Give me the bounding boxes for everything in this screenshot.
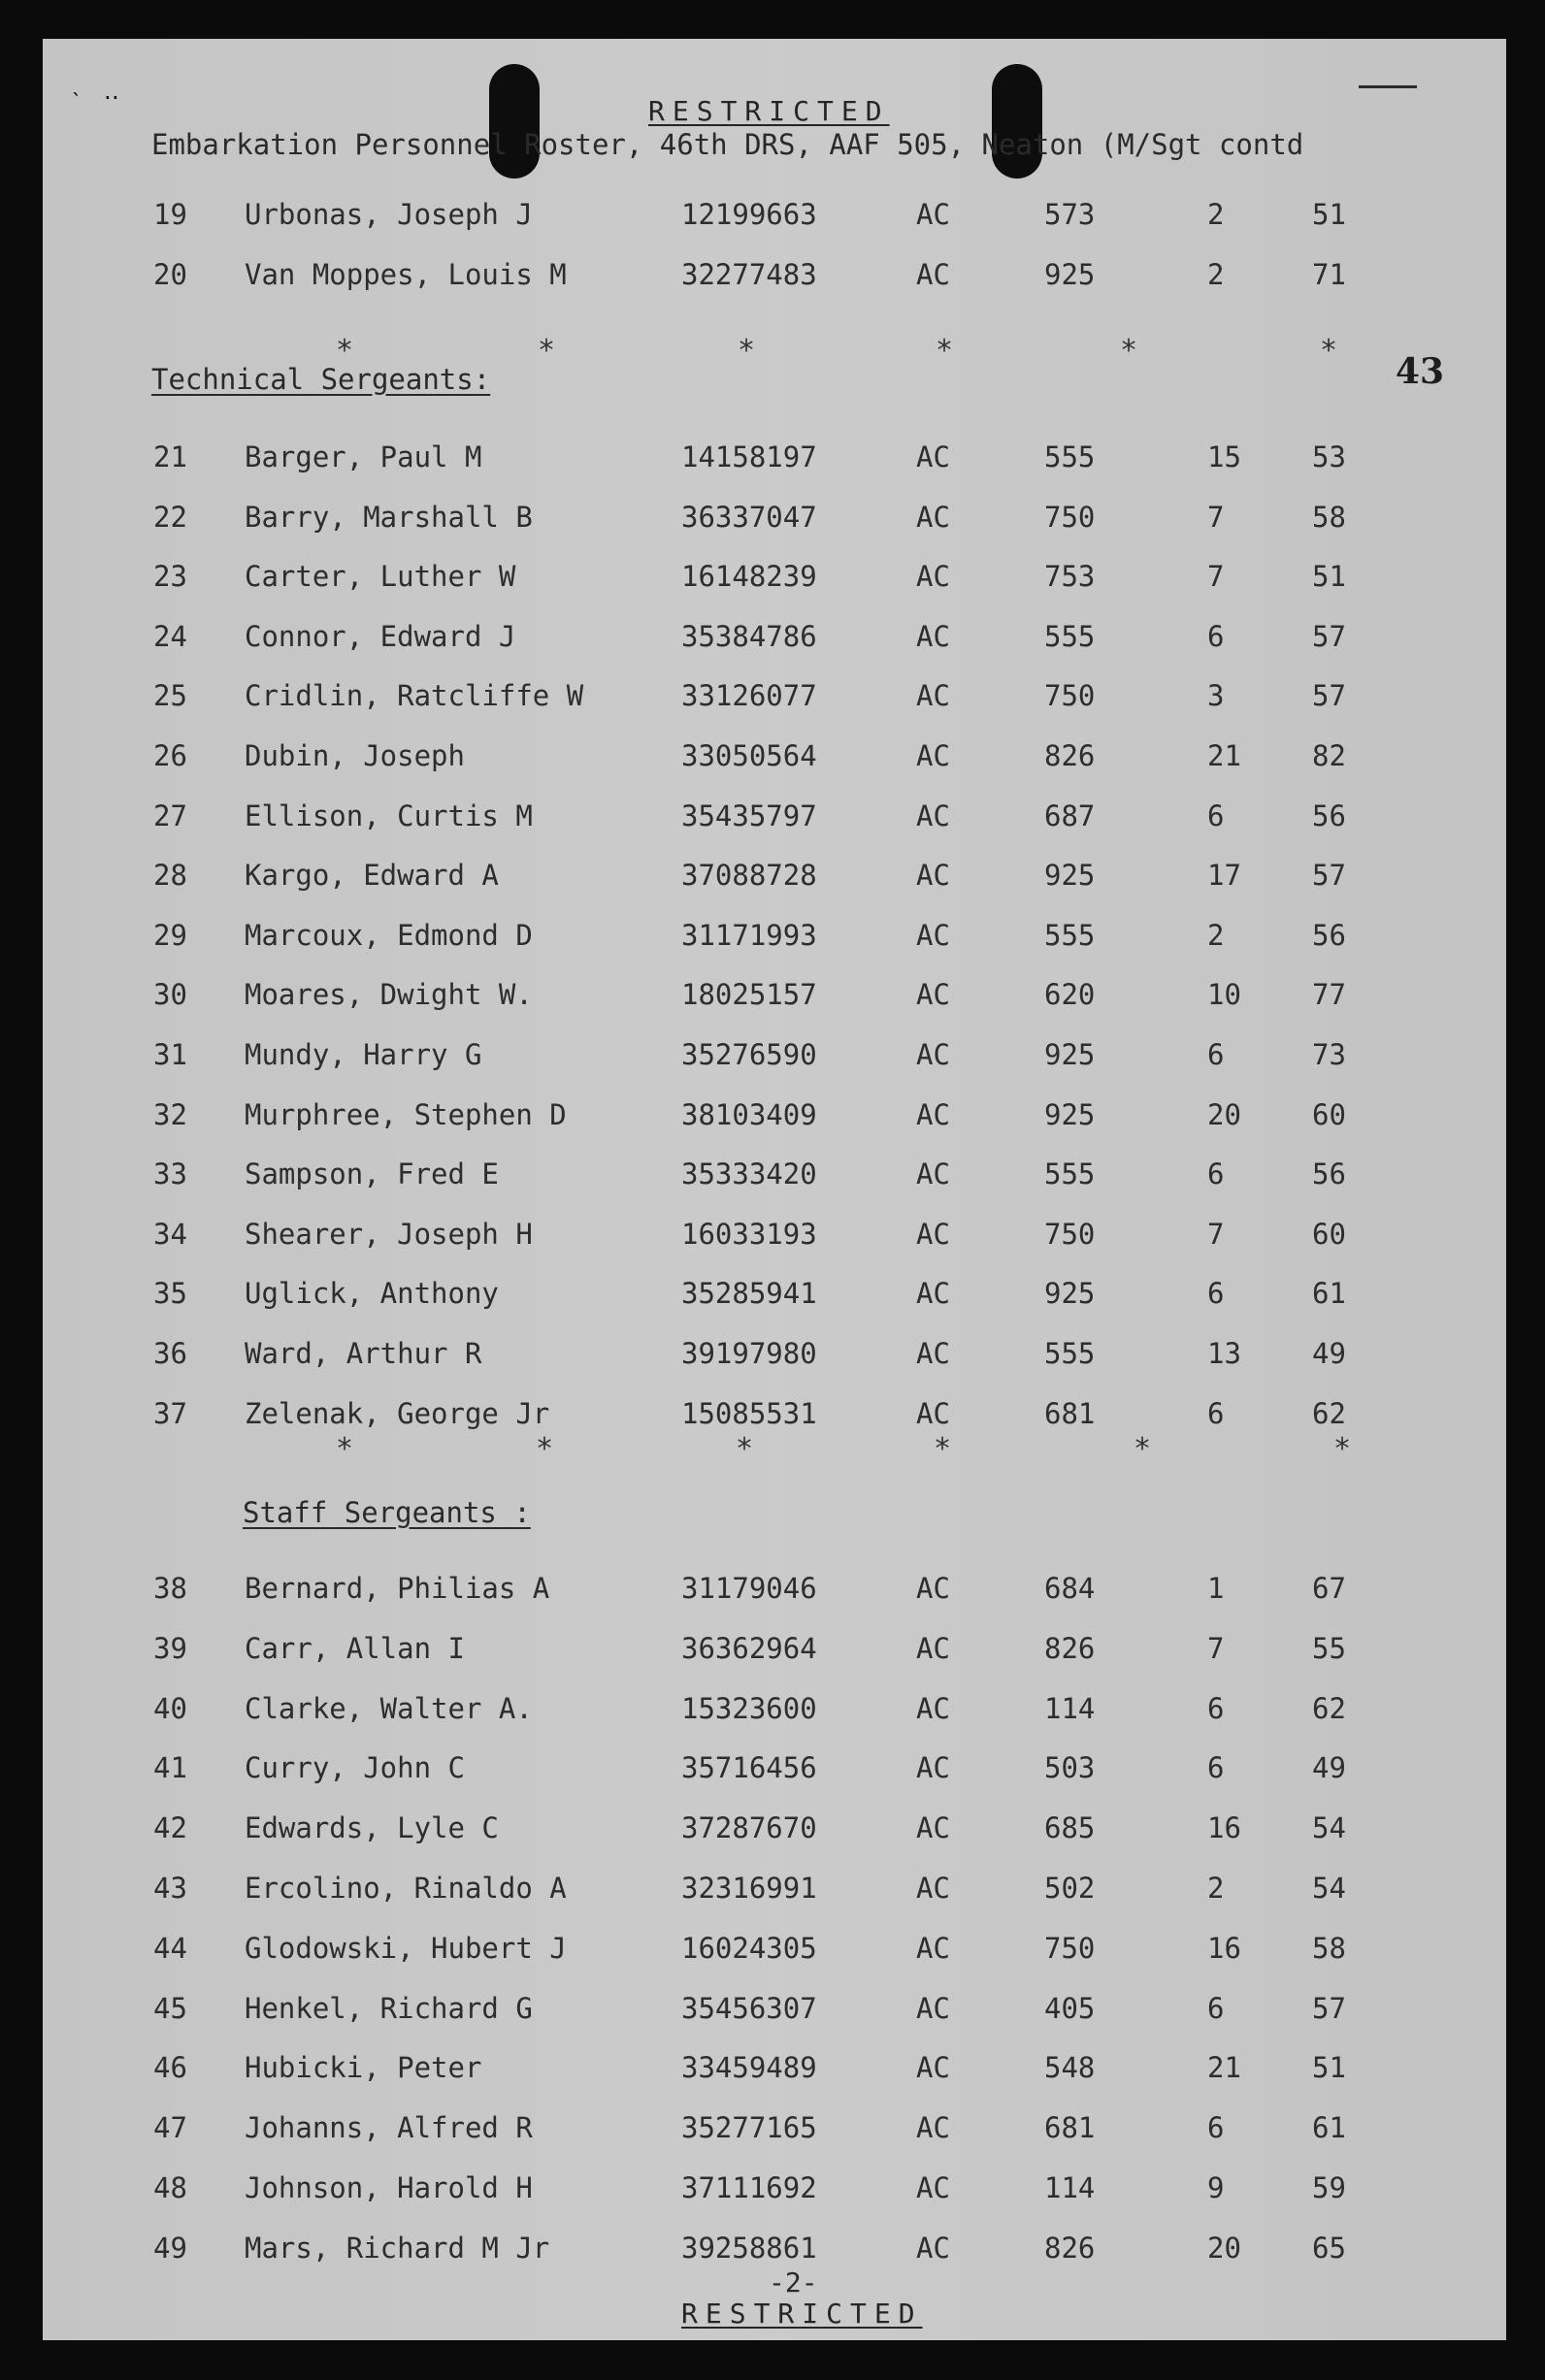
specialty-code: 687 bbox=[1044, 799, 1096, 832]
branch-code: AC bbox=[916, 198, 950, 231]
specialty-code: 826 bbox=[1044, 1631, 1096, 1665]
serial-number: 38103409 bbox=[681, 1097, 817, 1131]
specialty-code: 555 bbox=[1044, 918, 1096, 952]
serial-number: 35285941 bbox=[681, 1277, 817, 1311]
column-b-value: 61 bbox=[1312, 2111, 1346, 2145]
branch-code: AC bbox=[916, 978, 950, 1012]
serial-number: 37088728 bbox=[681, 859, 817, 893]
specialty-code: 750 bbox=[1044, 500, 1096, 534]
roster-page bbox=[43, 39, 1506, 2340]
column-a-value: 16 bbox=[1207, 1811, 1241, 1845]
specialty-code: 548 bbox=[1044, 2051, 1096, 2085]
table-row bbox=[43, 1992, 1506, 2035]
table-row bbox=[43, 1277, 1506, 1320]
row-number: 37 bbox=[153, 1396, 187, 1430]
serial-number: 16033193 bbox=[681, 1217, 817, 1251]
branch-code: AC bbox=[916, 1396, 950, 1430]
person-name: Carr, Allan I bbox=[245, 1631, 465, 1665]
table-row bbox=[43, 198, 1506, 241]
row-number: 32 bbox=[153, 1097, 187, 1131]
branch-code: AC bbox=[916, 560, 950, 594]
serial-number: 33050564 bbox=[681, 739, 817, 772]
column-a-value: 10 bbox=[1207, 978, 1241, 1012]
table-row bbox=[43, 1337, 1506, 1380]
specialty-code: 502 bbox=[1044, 1872, 1096, 1905]
serial-number: 16148239 bbox=[681, 560, 817, 594]
serial-number: 16024305 bbox=[681, 1931, 817, 1965]
serial-number: 15085531 bbox=[681, 1396, 817, 1430]
row-number: 38 bbox=[153, 1572, 187, 1605]
column-b-value: 62 bbox=[1312, 1691, 1346, 1725]
row-number: 48 bbox=[153, 2171, 187, 2204]
person-name: Mars, Richard M Jr bbox=[245, 2231, 550, 2265]
column-a-value: 2 bbox=[1207, 258, 1225, 291]
table-row bbox=[43, 919, 1506, 962]
column-b-value: 60 bbox=[1312, 1097, 1346, 1131]
person-name: Bernard, Philias A bbox=[245, 1572, 550, 1605]
person-name: Kargo, Edward A bbox=[245, 859, 499, 893]
row-number: 31 bbox=[153, 1038, 187, 1071]
branch-code: AC bbox=[916, 2231, 950, 2265]
table-row bbox=[43, 978, 1506, 1021]
table-row bbox=[43, 1872, 1506, 1914]
serial-number: 31171993 bbox=[681, 918, 817, 952]
person-name: Cridlin, Ratcliffe W bbox=[245, 679, 584, 713]
specialty-code: 753 bbox=[1044, 560, 1096, 594]
column-a-value: 21 bbox=[1207, 2051, 1241, 2085]
table-row bbox=[43, 1218, 1506, 1260]
serial-number: 35716456 bbox=[681, 1751, 817, 1785]
column-a-value: 7 bbox=[1207, 1217, 1225, 1251]
column-b-value: 57 bbox=[1312, 619, 1346, 653]
person-name: Van Moppes, Louis M bbox=[245, 258, 567, 291]
column-b-value: 49 bbox=[1312, 1337, 1346, 1370]
star-mark: * bbox=[536, 1432, 554, 1466]
table-row bbox=[43, 859, 1506, 901]
row-number: 24 bbox=[153, 619, 187, 653]
person-name: Dubin, Joseph bbox=[245, 739, 465, 772]
column-a-value: 6 bbox=[1207, 799, 1225, 832]
column-b-value: 51 bbox=[1312, 198, 1346, 231]
branch-code: AC bbox=[916, 799, 950, 832]
specialty-code: 555 bbox=[1044, 1337, 1096, 1370]
serial-number: 39258861 bbox=[681, 2231, 817, 2265]
column-a-value: 6 bbox=[1207, 1157, 1225, 1191]
row-number: 40 bbox=[153, 1691, 187, 1725]
row-number: 33 bbox=[153, 1157, 187, 1191]
branch-code: AC bbox=[916, 440, 950, 473]
star-mark: * bbox=[336, 1432, 354, 1466]
column-b-value: 77 bbox=[1312, 978, 1346, 1012]
serial-number: 31179046 bbox=[681, 1572, 817, 1605]
row-number: 20 bbox=[153, 258, 187, 291]
column-b-value: 57 bbox=[1312, 679, 1346, 713]
branch-code: AC bbox=[916, 918, 950, 952]
person-name: Glodowski, Hubert J bbox=[245, 1931, 567, 1965]
table-row bbox=[43, 1572, 1506, 1614]
table-row bbox=[43, 2111, 1506, 2154]
branch-code: AC bbox=[916, 859, 950, 893]
star-mark: * bbox=[1333, 1432, 1352, 1466]
section-title-staff-sergeants: Staff Sergeants : bbox=[243, 1496, 531, 1529]
specialty-code: 114 bbox=[1044, 1691, 1096, 1725]
person-name: Ward, Arthur R bbox=[245, 1337, 482, 1370]
branch-code: AC bbox=[916, 1872, 950, 1905]
star-mark: * bbox=[738, 334, 756, 368]
table-row bbox=[43, 739, 1506, 782]
column-a-value: 1 bbox=[1207, 1572, 1225, 1605]
specialty-code: 114 bbox=[1044, 2171, 1096, 2204]
star-mark: * bbox=[936, 334, 954, 368]
serial-number: 18025157 bbox=[681, 978, 817, 1012]
person-name: Clarke, Walter A. bbox=[245, 1691, 533, 1725]
column-a-value: 15 bbox=[1207, 440, 1241, 473]
column-b-value: 49 bbox=[1312, 1751, 1346, 1785]
row-number: 46 bbox=[153, 2051, 187, 2085]
table-row bbox=[43, 440, 1506, 483]
serial-number: 32316991 bbox=[681, 1872, 817, 1905]
column-b-value: 56 bbox=[1312, 799, 1346, 832]
person-name: Henkel, Richard G bbox=[245, 1991, 533, 2025]
serial-number: 35384786 bbox=[681, 619, 817, 653]
serial-number: 37111692 bbox=[681, 2171, 817, 2204]
row-number: 23 bbox=[153, 560, 187, 594]
branch-code: AC bbox=[916, 1751, 950, 1785]
row-number: 26 bbox=[153, 739, 187, 772]
table-row bbox=[43, 1157, 1506, 1200]
column-a-value: 6 bbox=[1207, 1691, 1225, 1725]
person-name: Johanns, Alfred R bbox=[245, 2111, 533, 2145]
person-name: Curry, John C bbox=[245, 1751, 465, 1785]
row-number: 25 bbox=[153, 679, 187, 713]
serial-number: 12199663 bbox=[681, 198, 817, 231]
serial-number: 36337047 bbox=[681, 500, 817, 534]
branch-code: AC bbox=[916, 1811, 950, 1845]
column-a-value: 20 bbox=[1207, 2231, 1241, 2265]
row-number: 47 bbox=[153, 2111, 187, 2145]
column-a-value: 3 bbox=[1207, 679, 1225, 713]
table-row bbox=[43, 2051, 1506, 2094]
column-b-value: 62 bbox=[1312, 1396, 1346, 1430]
column-a-value: 17 bbox=[1207, 859, 1241, 893]
branch-code: AC bbox=[916, 619, 950, 653]
table-row bbox=[43, 799, 1506, 842]
row-number: 43 bbox=[153, 1872, 187, 1905]
table-row bbox=[43, 560, 1506, 603]
column-a-value: 13 bbox=[1207, 1337, 1241, 1370]
person-name: Zelenak, George Jr bbox=[245, 1396, 550, 1430]
branch-code: AC bbox=[916, 1038, 950, 1071]
column-b-value: 57 bbox=[1312, 1991, 1346, 2025]
branch-code: AC bbox=[916, 1691, 950, 1725]
column-b-value: 51 bbox=[1312, 560, 1346, 594]
column-a-value: 7 bbox=[1207, 1631, 1225, 1665]
serial-number: 33459489 bbox=[681, 2051, 817, 2085]
row-number: 35 bbox=[153, 1277, 187, 1311]
column-a-value: 7 bbox=[1207, 500, 1225, 534]
table-row bbox=[43, 501, 1506, 543]
person-name: Shearer, Joseph H bbox=[245, 1217, 533, 1251]
serial-number: 35277165 bbox=[681, 2111, 817, 2145]
specialty-code: 503 bbox=[1044, 1751, 1096, 1785]
branch-code: AC bbox=[916, 1931, 950, 1965]
separator-stars-2 bbox=[43, 1432, 1506, 1471]
column-b-value: 53 bbox=[1312, 440, 1346, 473]
table-row bbox=[43, 620, 1506, 663]
column-a-value: 20 bbox=[1207, 1097, 1241, 1131]
column-a-value: 7 bbox=[1207, 560, 1225, 594]
serial-number: 35435797 bbox=[681, 799, 817, 832]
person-name: Mundy, Harry G bbox=[245, 1038, 482, 1071]
specialty-code: 555 bbox=[1044, 619, 1096, 653]
specialty-code: 925 bbox=[1044, 1097, 1096, 1131]
row-number: 44 bbox=[153, 1931, 187, 1965]
star-mark: * bbox=[336, 334, 354, 368]
column-a-value: 2 bbox=[1207, 198, 1225, 231]
row-number: 28 bbox=[153, 859, 187, 893]
person-name: Ellison, Curtis M bbox=[245, 799, 533, 832]
table-row bbox=[43, 1038, 1506, 1081]
person-name: Sampson, Fred E bbox=[245, 1157, 499, 1191]
person-name: Urbonas, Joseph J bbox=[245, 198, 533, 231]
column-a-value: 9 bbox=[1207, 2171, 1225, 2204]
specialty-code: 925 bbox=[1044, 859, 1096, 893]
punch-hole-right bbox=[992, 64, 1042, 179]
branch-code: AC bbox=[916, 1631, 950, 1665]
person-name: Johnson, Harold H bbox=[245, 2171, 533, 2204]
row-number: 42 bbox=[153, 1811, 187, 1845]
person-name: Uglick, Anthony bbox=[245, 1277, 499, 1311]
column-b-value: 82 bbox=[1312, 739, 1346, 772]
serial-number: 33126077 bbox=[681, 679, 817, 713]
serial-number: 14158197 bbox=[681, 440, 817, 473]
row-number: 22 bbox=[153, 500, 187, 534]
table-row bbox=[43, 258, 1506, 301]
column-a-value: 6 bbox=[1207, 619, 1225, 653]
specialty-code: 826 bbox=[1044, 2231, 1096, 2265]
branch-code: AC bbox=[916, 1277, 950, 1311]
star-mark: * bbox=[538, 334, 556, 368]
specialty-code: 925 bbox=[1044, 1038, 1096, 1071]
restricted-stamp-top: RESTRICTED bbox=[648, 95, 890, 127]
specialty-code: 685 bbox=[1044, 1811, 1096, 1845]
branch-code: AC bbox=[916, 1572, 950, 1605]
branch-code: AC bbox=[916, 1157, 950, 1191]
row-number: 27 bbox=[153, 799, 187, 832]
star-mark: * bbox=[1134, 1432, 1152, 1466]
column-b-value: 61 bbox=[1312, 1277, 1346, 1311]
column-b-value: 55 bbox=[1312, 1631, 1346, 1665]
branch-code: AC bbox=[916, 1991, 950, 2025]
specialty-code: 405 bbox=[1044, 1991, 1096, 2025]
roster-header: Embarkation Personnel Roster, 46th DRS, AAF 505, Neaton (M/Sgt contd bbox=[151, 128, 1304, 161]
column-b-value: 57 bbox=[1312, 859, 1346, 893]
person-name: Ercolino, Rinaldo A bbox=[245, 1872, 567, 1905]
branch-code: AC bbox=[916, 679, 950, 713]
specialty-code: 925 bbox=[1044, 1277, 1096, 1311]
branch-code: AC bbox=[916, 1097, 950, 1131]
table-row bbox=[43, 1632, 1506, 1675]
column-b-value: 67 bbox=[1312, 1572, 1346, 1605]
column-a-value: 16 bbox=[1207, 1931, 1241, 1965]
star-mark: * bbox=[736, 1432, 754, 1466]
branch-code: AC bbox=[916, 739, 950, 772]
row-number: 45 bbox=[153, 1991, 187, 2025]
person-name: Barry, Marshall B bbox=[245, 500, 533, 534]
column-a-value: 6 bbox=[1207, 1038, 1225, 1071]
ink-mark-icon: ˴ ‥ bbox=[72, 78, 121, 105]
branch-code: AC bbox=[916, 2051, 950, 2085]
serial-number: 39197980 bbox=[681, 1337, 817, 1370]
person-name: Connor, Edward J bbox=[245, 619, 516, 653]
specialty-code: 573 bbox=[1044, 198, 1096, 231]
column-a-value: 21 bbox=[1207, 739, 1241, 772]
column-b-value: 56 bbox=[1312, 918, 1346, 952]
branch-code: AC bbox=[916, 1337, 950, 1370]
column-b-value: 65 bbox=[1312, 2231, 1346, 2265]
punch-hole-left bbox=[489, 64, 540, 179]
column-b-value: 71 bbox=[1312, 258, 1346, 291]
column-b-value: 60 bbox=[1312, 1217, 1346, 1251]
star-mark: * bbox=[1120, 334, 1138, 368]
specialty-code: 555 bbox=[1044, 1157, 1096, 1191]
column-b-value: 51 bbox=[1312, 2051, 1346, 2085]
table-row bbox=[43, 1692, 1506, 1735]
table-row bbox=[43, 1932, 1506, 1974]
person-name: Marcoux, Edmond D bbox=[245, 918, 533, 952]
specialty-code: 684 bbox=[1044, 1572, 1096, 1605]
row-number: 29 bbox=[153, 918, 187, 952]
row-number: 49 bbox=[153, 2231, 187, 2265]
row-number: 30 bbox=[153, 978, 187, 1012]
column-a-value: 6 bbox=[1207, 1991, 1225, 2025]
column-a-value: 2 bbox=[1207, 918, 1225, 952]
serial-number: 35276590 bbox=[681, 1038, 817, 1071]
table-row bbox=[43, 2171, 1506, 2214]
specialty-code: 620 bbox=[1044, 978, 1096, 1012]
table-row bbox=[43, 1811, 1506, 1854]
serial-number: 35333420 bbox=[681, 1157, 817, 1191]
serial-number: 35456307 bbox=[681, 1991, 817, 2025]
serial-number: 15323600 bbox=[681, 1691, 817, 1725]
specialty-code: 826 bbox=[1044, 739, 1096, 772]
star-mark: * bbox=[934, 1432, 952, 1466]
column-a-value: 6 bbox=[1207, 1396, 1225, 1430]
row-number: 19 bbox=[153, 198, 187, 231]
star-mark: * bbox=[1320, 334, 1338, 368]
table-row bbox=[43, 1751, 1506, 1794]
page-number: -2- bbox=[769, 2266, 818, 2298]
branch-code: AC bbox=[916, 500, 950, 534]
serial-number: 37287670 bbox=[681, 1811, 817, 1845]
branch-code: AC bbox=[916, 2171, 950, 2204]
row-number: 21 bbox=[153, 440, 187, 473]
branch-code: AC bbox=[916, 258, 950, 291]
column-b-value: 59 bbox=[1312, 2171, 1346, 2204]
section-title-technical-sergeants: Technical Sergeants: bbox=[151, 363, 491, 396]
column-b-value: 54 bbox=[1312, 1872, 1346, 1905]
specialty-code: 750 bbox=[1044, 1217, 1096, 1251]
column-a-value: 6 bbox=[1207, 1277, 1225, 1311]
restricted-stamp-bottom: RESTRICTED bbox=[681, 2298, 923, 2330]
person-name: Hubicki, Peter bbox=[245, 2051, 482, 2085]
specialty-code: 681 bbox=[1044, 2111, 1096, 2145]
person-name: Moares, Dwight W. bbox=[245, 978, 533, 1012]
page-marker: 43 bbox=[1395, 351, 1444, 392]
row-number: 36 bbox=[153, 1337, 187, 1370]
top-right-rule bbox=[1359, 85, 1417, 88]
person-name: Barger, Paul M bbox=[245, 440, 482, 473]
row-number: 41 bbox=[153, 1751, 187, 1785]
table-row bbox=[43, 679, 1506, 722]
column-b-value: 58 bbox=[1312, 500, 1346, 534]
column-b-value: 58 bbox=[1312, 1931, 1346, 1965]
person-name: Murphree, Stephen D bbox=[245, 1097, 567, 1131]
column-a-value: 2 bbox=[1207, 1872, 1225, 1905]
serial-number: 36362964 bbox=[681, 1631, 817, 1665]
table-row bbox=[43, 1098, 1506, 1141]
specialty-code: 681 bbox=[1044, 1396, 1096, 1430]
column-b-value: 54 bbox=[1312, 1811, 1346, 1845]
branch-code: AC bbox=[916, 2111, 950, 2145]
specialty-code: 750 bbox=[1044, 1931, 1096, 1965]
column-b-value: 73 bbox=[1312, 1038, 1346, 1071]
person-name: Edwards, Lyle C bbox=[245, 1811, 499, 1845]
column-a-value: 6 bbox=[1207, 2111, 1225, 2145]
specialty-code: 925 bbox=[1044, 258, 1096, 291]
branch-code: AC bbox=[916, 1217, 950, 1251]
specialty-code: 750 bbox=[1044, 679, 1096, 713]
column-a-value: 6 bbox=[1207, 1751, 1225, 1785]
column-b-value: 56 bbox=[1312, 1157, 1346, 1191]
row-number: 39 bbox=[153, 1631, 187, 1665]
row-number: 34 bbox=[153, 1217, 187, 1251]
specialty-code: 555 bbox=[1044, 440, 1096, 473]
person-name: Carter, Luther W bbox=[245, 560, 516, 594]
serial-number: 32277483 bbox=[681, 258, 817, 291]
